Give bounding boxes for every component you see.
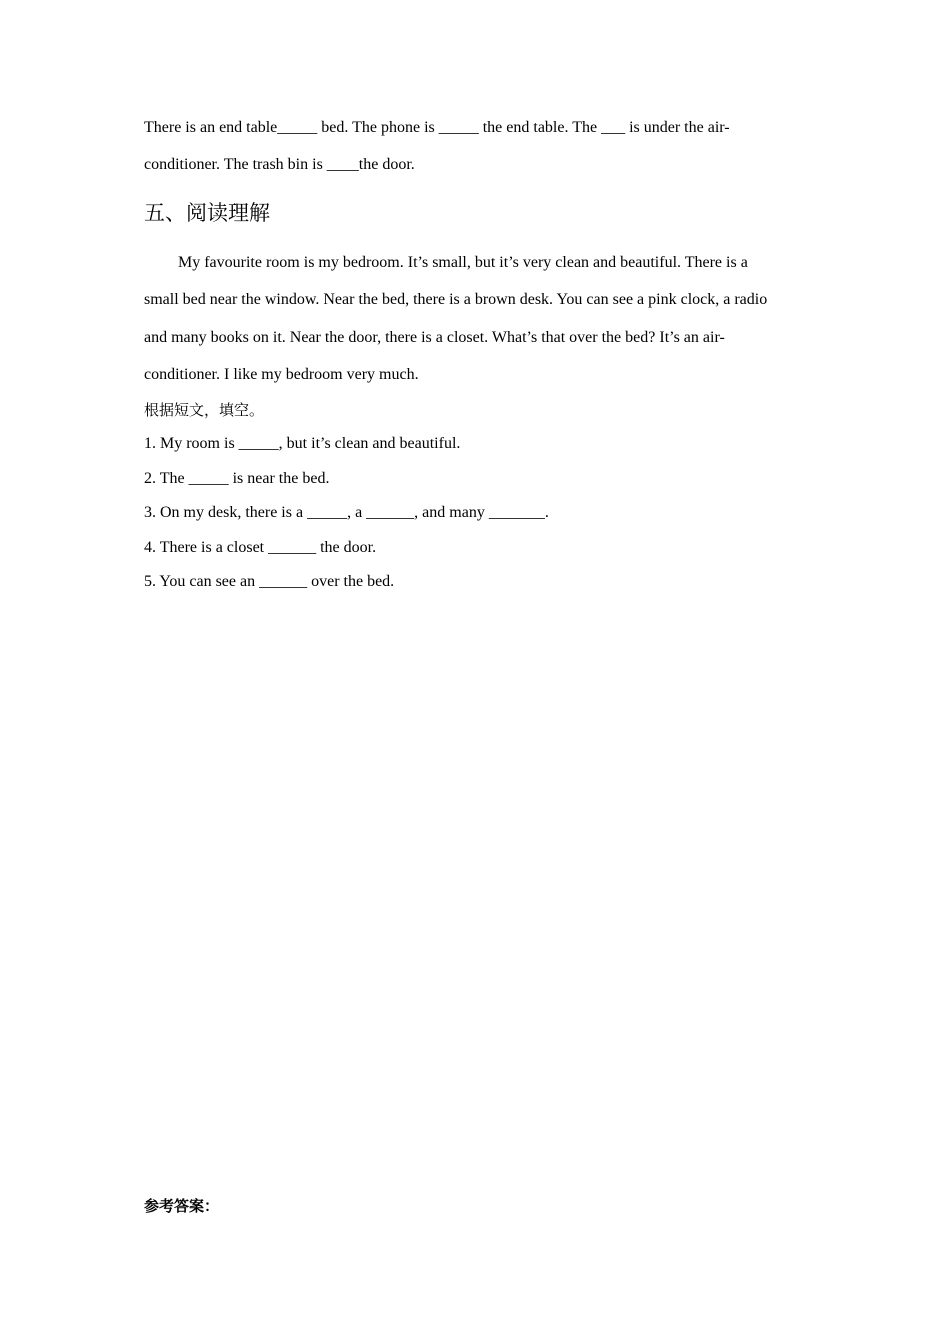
- question-3: 3. On my desk, there is a _____, a ______, and many _______.: [144, 504, 549, 521]
- section-heading: 五、阅读理解: [144, 201, 270, 225]
- reading-instruction: 根据短文，填空。: [144, 401, 265, 419]
- question-1: 1. My room is _____, but it’s clean and beautiful.: [144, 435, 461, 452]
- fill-passage-line-2: conditioner. The trash bin is ____the door.: [144, 156, 415, 173]
- reading-line-2: small bed near the window. Near the bed, there is a brown desk. You can see a pink clock, a radio: [144, 291, 768, 308]
- fill-passage-line-1: There is an end table_____ bed. The phone is _____ the end table. The ___ is under the air-: [144, 119, 730, 136]
- reading-line-1: My favourite room is my bedroom. It’s small, but it’s very clean and beautiful. There is a: [178, 254, 748, 271]
- question-4: 4. There is a closet ______ the door.: [144, 539, 377, 556]
- question-2: 2. The _____ is near the bed.: [144, 470, 330, 487]
- reading-line-4: conditioner. I like my bedroom very much.: [144, 366, 419, 383]
- answers-title: 参考答案：: [144, 1197, 220, 1215]
- reading-line-3: and many books on it. Near the door, there is a closet. What’s that over the bed? It’s an air-: [144, 329, 725, 346]
- question-5: 5. You can see an ______ over the bed.: [144, 573, 395, 590]
